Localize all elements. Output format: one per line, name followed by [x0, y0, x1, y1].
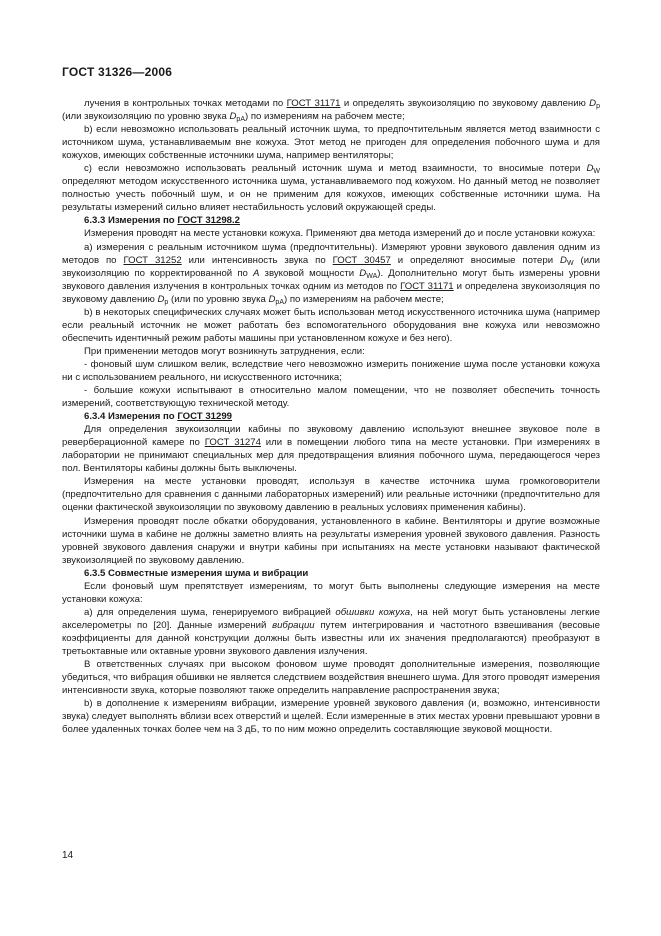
text-run: 6.3.4 Измерения по	[84, 411, 178, 423]
text-run: ). Дополнительно могут быть измерены уровни звукового давления излучения в контрольных точках одним из методов по	[62, 267, 600, 292]
standard-reference-link[interactable]: ГОСТ 30457	[332, 254, 391, 266]
subscript: p	[596, 103, 600, 110]
paragraph	[62, 358, 600, 384]
text-run: или в помещении любого типа на месте установки. При измерениях в лаборатории не принимают специальных мер для предотвращения влияния побочного шума, передающегося через пол. Вентиляторы кабины должны быть выключены.	[62, 437, 600, 475]
text-run: D	[589, 98, 597, 109]
paragraph	[62, 306, 600, 345]
text-run: лучения в контрольных точках методами по	[84, 98, 287, 109]
subscript: WA	[366, 272, 378, 280]
paragraph	[62, 123, 600, 162]
text-run: - большие кожухи испытывают в относительно малом помещении, что не позволяет обеспечить точность измерений, соответствующую технической методу.	[62, 385, 600, 410]
text-run: А	[253, 267, 260, 279]
text-run: c) если невозможно использовать реальный источник шума и метод взаимности, то вносимые потери	[84, 163, 587, 175]
text-run: и определена звукоизоляция по звуковому давлению	[62, 280, 600, 305]
standard-reference-link[interactable]: ГОСТ 31252	[123, 254, 182, 266]
text-run: Если фоновый шум препятствует измерениям, то могут быть выполнены следующие измерения на месте установки кожуха:	[62, 580, 600, 605]
paragraph	[62, 423, 600, 475]
subscript: W	[593, 168, 600, 176]
subscript: W	[566, 259, 574, 267]
section-heading-6-3-5	[62, 567, 600, 580]
text-run: определяют методом искусственного источника шума, устанавливаемого под кожухом. Но данный метод не позволяет полностью учесть побочный шум, и он не применим для кожухов, имеющих собственные источники шума. На результаты измерений сильно влияет нестабильность условий окружающей среды.	[62, 176, 600, 214]
text-run: , на ней могут быть установлены легкие акселерометры по [20]. Данные измерений	[62, 606, 600, 631]
paragraph	[62, 658, 600, 697]
standard-reference-link[interactable]: ГОСТ 31171	[286, 98, 341, 109]
text-run: D	[560, 254, 567, 266]
text-run: Измерения проводят после обкатки оборудования, установленного в кабине. Вентиляторы и другие возможные источники шума в кабине не должны заметно влиять на результаты измерения уровней звукового давления. Разность уровней звукового давления снаружи и внутри кабины при испытаниях на месте установки называют фактической звукоизоляцией по звуковому давлению.	[62, 515, 600, 566]
text-run: (или звукоизоляцию по уровню звука	[62, 111, 230, 123]
standard-reference-link[interactable]: ГОСТ 31274	[204, 437, 261, 449]
text-run: или интенсивность звука по	[181, 254, 333, 266]
paragraph	[62, 580, 600, 606]
document-header: ГОСТ 31326—2006	[62, 65, 173, 79]
paragraph	[62, 515, 600, 567]
subscript: pA	[275, 298, 284, 306]
standard-reference-link[interactable]: ГОСТ 31298.2	[177, 215, 241, 227]
paragraph	[62, 97, 600, 123]
paragraph	[62, 345, 600, 358]
text-run: D	[359, 267, 367, 279]
text-run: При применении методов могут возникнуть затруднения, если:	[84, 345, 365, 357]
text-run: а) для определения шума, генерируемого вибрацией	[84, 606, 336, 618]
paragraph	[62, 227, 600, 240]
text-run: Измерения на месте установки проводят, используя в качестве источника шума громкоговорители (предпочтительно для сравнения с данными лабораторных измерений) или реальные источники (предпочтительно для оценки фактической звукоизоляции по звуковому давлению в реальных условиях применения кабины).	[62, 476, 600, 514]
text-run: путем интегрирования и частотного взвешивания (весовые коэффициенты для данной конструкции должны быть известны или их значения предполагаются) преобразуют в третьоктавные или октавные уровни звукового давления излучения.	[62, 619, 601, 657]
paragraph	[62, 241, 600, 306]
paragraph	[62, 162, 600, 214]
standard-reference-link[interactable]: ГОСТ 31171	[400, 280, 454, 292]
text-run: обшивки кожуха	[335, 606, 411, 618]
text-run: D	[229, 111, 237, 123]
paragraph	[62, 606, 600, 658]
text-run: b) если невозможно использовать реальный источник шума, то предпочтительным является метод взаимности с источником шума, устанавливаемым вне кожуха. Этот метод не пригоден для определения побочного шума и для кожухов, имеющих собственные источники шума, например вентиляторы;	[62, 124, 600, 162]
text-run: В ответственных случаях при высоком фоновом шуме проводят дополнительные измерения, позволяющие убедиться, что вибрация обшивки не является следствием воздействия внешнего шума. Для этого проводят измерения интенсивности звука, которые позволяют также определить направление распространения звука;	[62, 659, 600, 697]
section-heading-6-3-3	[62, 214, 600, 227]
text-run: (или звукоизоляцию по корректированной по	[62, 254, 601, 279]
text-run: D	[586, 163, 594, 175]
section-heading-6-3-4	[62, 410, 600, 423]
text-run: (или по уровню звука	[168, 293, 269, 305]
text-run: b) в дополнение к измерениям вибрации, измерение уровней звукового давления (и, возможно, интенсивности звука) следует выполнять вблизи всех отверстий и щелей. Если измеренные в этих местах уровни превышают уровни в более удаленных точках более чем на 3 дБ, то по ним можно определить составляющие звуковой мощности.	[62, 698, 600, 736]
document-body	[62, 97, 600, 736]
subscript: p	[164, 298, 169, 306]
text-run: а) измерения с реальным источником шума (предпочтительны). Измеряют уровни звукового давления одним из методов по	[62, 241, 600, 266]
text-run: D	[268, 293, 276, 305]
text-run: Для определения звукоизоляции кабины по звуковому давлению используют внешнее звуковое поле в реверберационной камере по	[62, 424, 600, 449]
text-run: звуковой мощности	[259, 267, 360, 279]
paragraph	[62, 697, 600, 736]
text-run: 6.3.3 Измерения по	[84, 215, 178, 227]
text-run: ) по измерениям на рабочем месте;	[244, 111, 405, 123]
text-run: 6.3.5 Совместные измерения шума и вибрации	[84, 567, 309, 579]
text-run: вибрации	[272, 619, 315, 631]
paragraph	[62, 384, 600, 410]
text-run: - фоновый шум слишком велик, вследствие чего невозможно измерить понижение шума после установки кожуха ни с использованием реального, ни искусственного источника;	[62, 358, 600, 383]
text-run: D	[157, 293, 165, 305]
text-run: b) в некоторых специфических случаях может быть использован метод искусственного источника шума (например если реальный источник не может работать без вспомогательного оборудования вне кожуха или невозможно обеспечить идентичный режим работы машины при установленном кожухе и без него).	[62, 306, 600, 344]
text-run: и определяют вносимые потери	[390, 254, 561, 266]
text-run: и определять звукоизоляцию по звуковому давлению	[340, 98, 590, 109]
subscript: pA	[236, 116, 245, 124]
standard-reference-link[interactable]: ГОСТ 31299	[177, 411, 233, 423]
text-run: ) по измерениям на рабочем месте;	[283, 293, 444, 305]
text-run: Измерения проводят на месте установки кожуха. Применяют два метода измерений до и после установки кожуха:	[84, 228, 596, 240]
paragraph	[62, 475, 600, 514]
page-number: 14	[62, 850, 74, 861]
